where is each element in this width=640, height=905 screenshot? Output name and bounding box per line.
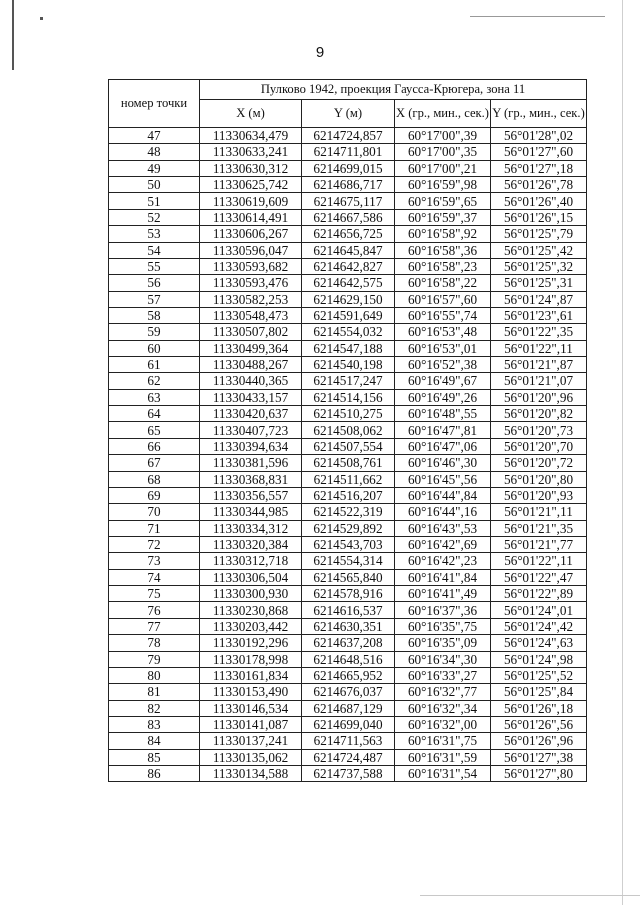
scan-mark-bottom: [420, 895, 640, 896]
x-m-cell: 11330499,364: [200, 340, 302, 356]
y-m-cell: 6214508,062: [302, 422, 395, 438]
table-row: [109, 422, 587, 438]
point-number-cell: 54: [109, 242, 200, 258]
x-m-cell: 11330203,442: [200, 618, 302, 634]
y-deg-cell: 56°01'22",47: [491, 569, 587, 585]
y-deg-cell: 56°01'24",87: [491, 291, 587, 307]
y-deg-cell: 56°01'27",60: [491, 144, 587, 160]
y-m-cell: 6214529,892: [302, 520, 395, 536]
y-m-cell: 6214667,586: [302, 209, 395, 225]
x-deg-cell: 60°17'00",39: [395, 128, 491, 144]
table-row: [109, 324, 587, 340]
y-m-cell: 6214699,040: [302, 716, 395, 732]
x-m-cell: 11330146,534: [200, 700, 302, 716]
point-number-cell: 72: [109, 536, 200, 552]
x-m-cell: 11330440,365: [200, 373, 302, 389]
x-deg-cell: 60°16'42",69: [395, 536, 491, 552]
point-number-cell: 68: [109, 471, 200, 487]
table-row: [109, 553, 587, 569]
point-number-cell: 67: [109, 455, 200, 471]
y-m-cell: 6214642,827: [302, 258, 395, 274]
point-number-cell: 69: [109, 487, 200, 503]
x-deg-cell: 60°16'57",60: [395, 291, 491, 307]
y-deg-cell: 56°01'20",80: [491, 471, 587, 487]
table-body: [109, 128, 587, 782]
x-deg-cell: 60°16'53",01: [395, 340, 491, 356]
point-number-cell: 57: [109, 291, 200, 307]
x-deg-cell: 60°16'35",75: [395, 618, 491, 634]
x-deg-cell: 60°16'35",09: [395, 635, 491, 651]
y-m-cell: 6214699,015: [302, 160, 395, 176]
table-row: [109, 128, 587, 144]
table-row: [109, 389, 587, 405]
table-row: [109, 144, 587, 160]
x-m-cell: 11330306,504: [200, 569, 302, 585]
table-row: [109, 177, 587, 193]
x-m-cell: 11330135,062: [200, 749, 302, 765]
x-deg-cell: 60°16'31",54: [395, 766, 491, 782]
x-deg-cell: 60°16'58",92: [395, 226, 491, 242]
x-deg-cell: 60°16'52",38: [395, 357, 491, 373]
table-row: [109, 160, 587, 176]
x-deg-cell: 60°16'46",30: [395, 455, 491, 471]
y-m-cell: 6214711,801: [302, 144, 395, 160]
point-number-cell: 82: [109, 700, 200, 716]
table-row: [109, 258, 587, 274]
y-deg-cell: 56°01'25",52: [491, 667, 587, 683]
x-m-cell: 11330606,267: [200, 226, 302, 242]
point-number-cell: 56: [109, 275, 200, 291]
point-number-cell: 80: [109, 667, 200, 683]
x-deg-cell: 60°16'55",74: [395, 307, 491, 323]
y-deg-cell: 56°01'21",87: [491, 357, 587, 373]
y-deg-cell: 56°01'21",35: [491, 520, 587, 536]
x-deg-cell: 60°16'41",84: [395, 569, 491, 585]
x-m-cell: 11330153,490: [200, 684, 302, 700]
table-row: [109, 471, 587, 487]
point-number-cell: 63: [109, 389, 200, 405]
y-deg-cell: 56°01'26",40: [491, 193, 587, 209]
x-deg-cell: 60°17'00",21: [395, 160, 491, 176]
y-m-cell: 6214516,207: [302, 487, 395, 503]
x-m-cell: 11330548,473: [200, 307, 302, 323]
y-m-cell: 6214508,761: [302, 455, 395, 471]
point-number-cell: 52: [109, 209, 200, 225]
x-m-cell: 11330596,047: [200, 242, 302, 258]
table-row: [109, 635, 587, 651]
x-m-cell: 11330230,868: [200, 602, 302, 618]
table-row: [109, 193, 587, 209]
x-m-cell: 11330593,476: [200, 275, 302, 291]
point-number-cell: 79: [109, 651, 200, 667]
x-m-cell: 11330134,588: [200, 766, 302, 782]
y-m-cell: 6214616,537: [302, 602, 395, 618]
table-row: [109, 340, 587, 356]
x-m-cell: 11330192,296: [200, 635, 302, 651]
x-deg-cell: 60°16'49",67: [395, 373, 491, 389]
point-number-cell: 70: [109, 504, 200, 520]
scan-mark-top: [470, 16, 605, 17]
x-m-cell: 11330334,312: [200, 520, 302, 536]
y-deg-cell: 56°01'26",15: [491, 209, 587, 225]
y-deg-cell: 56°01'20",70: [491, 438, 587, 454]
coordinates-table: [108, 79, 587, 782]
col-header-y-deg: Y (гр., мин., сек.): [491, 100, 587, 128]
point-number-cell: 81: [109, 684, 200, 700]
x-m-cell: 11330582,253: [200, 291, 302, 307]
x-m-cell: 11330507,802: [200, 324, 302, 340]
point-number-cell: 75: [109, 586, 200, 602]
table-title: Пулково 1942, проекция Гаусса-Крюгера, зона 11: [200, 80, 587, 100]
y-deg-cell: 56°01'24",98: [491, 651, 587, 667]
y-deg-cell: 56°01'26",78: [491, 177, 587, 193]
table-row: [109, 651, 587, 667]
scan-mark-right: [622, 0, 623, 905]
y-deg-cell: 56°01'25",32: [491, 258, 587, 274]
x-m-cell: 11330619,609: [200, 193, 302, 209]
x-deg-cell: 60°16'59",65: [395, 193, 491, 209]
x-m-cell: 11330320,384: [200, 536, 302, 552]
y-deg-cell: 56°01'27",38: [491, 749, 587, 765]
y-m-cell: 6214737,588: [302, 766, 395, 782]
point-number-cell: 78: [109, 635, 200, 651]
y-deg-cell: 56°01'26",18: [491, 700, 587, 716]
y-deg-cell: 56°01'26",96: [491, 733, 587, 749]
x-deg-cell: 60°16'44",16: [395, 504, 491, 520]
x-deg-cell: 60°16'59",98: [395, 177, 491, 193]
point-number-cell: 73: [109, 553, 200, 569]
y-m-cell: 6214554,314: [302, 553, 395, 569]
page-number: 9: [315, 44, 325, 61]
table-row: [109, 618, 587, 634]
col-header-x-m: X (м): [200, 100, 302, 128]
y-deg-cell: 56°01'27",80: [491, 766, 587, 782]
point-number-cell: 49: [109, 160, 200, 176]
point-number-cell: 48: [109, 144, 200, 160]
table-row: [109, 700, 587, 716]
y-m-cell: 6214686,717: [302, 177, 395, 193]
y-deg-cell: 56°01'20",93: [491, 487, 587, 503]
x-m-cell: 11330593,682: [200, 258, 302, 274]
x-deg-cell: 60°16'32",00: [395, 716, 491, 732]
x-deg-cell: 60°16'45",56: [395, 471, 491, 487]
y-m-cell: 6214547,188: [302, 340, 395, 356]
point-number-cell: 60: [109, 340, 200, 356]
x-m-cell: 11330394,634: [200, 438, 302, 454]
y-deg-cell: 56°01'22",11: [491, 340, 587, 356]
x-deg-cell: 60°16'31",75: [395, 733, 491, 749]
y-m-cell: 6214724,487: [302, 749, 395, 765]
x-deg-cell: 60°17'00",35: [395, 144, 491, 160]
table-row: [109, 357, 587, 373]
y-deg-cell: 56°01'26",56: [491, 716, 587, 732]
x-deg-cell: 60°16'58",23: [395, 258, 491, 274]
y-m-cell: 6214565,840: [302, 569, 395, 585]
x-m-cell: 11330407,723: [200, 422, 302, 438]
y-deg-cell: 56°01'23",61: [491, 307, 587, 323]
x-m-cell: 11330141,087: [200, 716, 302, 732]
y-deg-cell: 56°01'25",31: [491, 275, 587, 291]
point-number-cell: 76: [109, 602, 200, 618]
y-m-cell: 6214711,563: [302, 733, 395, 749]
table-row: [109, 667, 587, 683]
y-deg-cell: 56°01'24",42: [491, 618, 587, 634]
y-m-cell: 6214591,649: [302, 307, 395, 323]
y-m-cell: 6214629,150: [302, 291, 395, 307]
y-m-cell: 6214514,156: [302, 389, 395, 405]
y-m-cell: 6214517,247: [302, 373, 395, 389]
y-deg-cell: 56°01'20",82: [491, 406, 587, 422]
x-deg-cell: 60°16'47",81: [395, 422, 491, 438]
x-m-cell: 11330614,491: [200, 209, 302, 225]
x-deg-cell: 60°16'59",37: [395, 209, 491, 225]
point-number-cell: 74: [109, 569, 200, 585]
table-row: [109, 586, 587, 602]
point-number-cell: 53: [109, 226, 200, 242]
y-m-cell: 6214543,703: [302, 536, 395, 552]
point-number-cell: 58: [109, 307, 200, 323]
x-deg-cell: 60°16'44",84: [395, 487, 491, 503]
x-m-cell: 11330312,718: [200, 553, 302, 569]
x-deg-cell: 60°16'43",53: [395, 520, 491, 536]
x-deg-cell: 60°16'58",36: [395, 242, 491, 258]
x-m-cell: 11330300,930: [200, 586, 302, 602]
y-m-cell: 6214645,847: [302, 242, 395, 258]
table-row: [109, 242, 587, 258]
x-deg-cell: 60°16'47",06: [395, 438, 491, 454]
point-number-cell: 64: [109, 406, 200, 422]
y-deg-cell: 56°01'25",79: [491, 226, 587, 242]
point-number-cell: 65: [109, 422, 200, 438]
y-m-cell: 6214642,575: [302, 275, 395, 291]
y-m-cell: 6214665,952: [302, 667, 395, 683]
point-number-cell: 61: [109, 357, 200, 373]
x-m-cell: 11330634,479: [200, 128, 302, 144]
col-header-x-deg: X (гр., мин., сек.): [395, 100, 491, 128]
x-m-cell: 11330630,312: [200, 160, 302, 176]
table-row: [109, 716, 587, 732]
y-deg-cell: 56°01'21",77: [491, 536, 587, 552]
point-number-cell: 55: [109, 258, 200, 274]
table-row: [109, 487, 587, 503]
y-deg-cell: 56°01'21",11: [491, 504, 587, 520]
x-m-cell: 11330344,985: [200, 504, 302, 520]
x-m-cell: 11330381,596: [200, 455, 302, 471]
y-m-cell: 6214630,351: [302, 618, 395, 634]
y-deg-cell: 56°01'20",73: [491, 422, 587, 438]
x-deg-cell: 60°16'32",34: [395, 700, 491, 716]
y-deg-cell: 56°01'22",35: [491, 324, 587, 340]
x-m-cell: 11330137,241: [200, 733, 302, 749]
point-number-cell: 71: [109, 520, 200, 536]
table-row: [109, 406, 587, 422]
x-m-cell: 11330161,834: [200, 667, 302, 683]
x-m-cell: 11330625,742: [200, 177, 302, 193]
x-m-cell: 11330488,267: [200, 357, 302, 373]
y-m-cell: 6214676,037: [302, 684, 395, 700]
table-row: [109, 520, 587, 536]
y-deg-cell: 56°01'27",18: [491, 160, 587, 176]
x-deg-cell: 60°16'34",30: [395, 651, 491, 667]
table-row: [109, 291, 587, 307]
x-deg-cell: 60°16'49",26: [395, 389, 491, 405]
y-deg-cell: 56°01'25",42: [491, 242, 587, 258]
x-deg-cell: 60°16'33",27: [395, 667, 491, 683]
point-number-cell: 51: [109, 193, 200, 209]
y-deg-cell: 56°01'25",84: [491, 684, 587, 700]
y-m-cell: 6214637,208: [302, 635, 395, 651]
table-row: [109, 209, 587, 225]
y-m-cell: 6214510,275: [302, 406, 395, 422]
y-m-cell: 6214507,554: [302, 438, 395, 454]
table-row: [109, 749, 587, 765]
table-row: [109, 455, 587, 471]
table-row: [109, 536, 587, 552]
x-m-cell: 11330433,157: [200, 389, 302, 405]
table-row: [109, 684, 587, 700]
point-number-cell: 77: [109, 618, 200, 634]
y-deg-cell: 56°01'22",11: [491, 553, 587, 569]
col-header-point-number: номер точки: [109, 80, 200, 128]
y-m-cell: 6214724,857: [302, 128, 395, 144]
point-number-cell: 62: [109, 373, 200, 389]
y-deg-cell: 56°01'21",07: [491, 373, 587, 389]
table-row: [109, 602, 587, 618]
scan-mark-dot: [40, 17, 43, 20]
x-deg-cell: 60°16'42",23: [395, 553, 491, 569]
point-number-cell: 59: [109, 324, 200, 340]
y-deg-cell: 56°01'24",01: [491, 602, 587, 618]
table-row: [109, 226, 587, 242]
table-row: [109, 569, 587, 585]
table-row: [109, 733, 587, 749]
point-number-cell: 47: [109, 128, 200, 144]
x-deg-cell: 60°16'37",36: [395, 602, 491, 618]
point-number-cell: 85: [109, 749, 200, 765]
x-m-cell: 11330633,241: [200, 144, 302, 160]
y-deg-cell: 56°01'20",72: [491, 455, 587, 471]
x-deg-cell: 60°16'48",55: [395, 406, 491, 422]
table-row: [109, 307, 587, 323]
table-row: [109, 275, 587, 291]
table-row: [109, 766, 587, 782]
y-deg-cell: 56°01'22",89: [491, 586, 587, 602]
x-deg-cell: 60°16'31",59: [395, 749, 491, 765]
y-m-cell: 6214578,916: [302, 586, 395, 602]
point-number-cell: 66: [109, 438, 200, 454]
y-m-cell: 6214648,516: [302, 651, 395, 667]
y-m-cell: 6214687,129: [302, 700, 395, 716]
table-row: [109, 373, 587, 389]
y-m-cell: 6214511,662: [302, 471, 395, 487]
table-row: [109, 438, 587, 454]
y-m-cell: 6214540,198: [302, 357, 395, 373]
x-m-cell: 11330368,831: [200, 471, 302, 487]
x-deg-cell: 60°16'32",77: [395, 684, 491, 700]
y-m-cell: 6214522,319: [302, 504, 395, 520]
col-header-y-m: Y (м): [302, 100, 395, 128]
x-deg-cell: 60°16'53",48: [395, 324, 491, 340]
y-deg-cell: 56°01'28",02: [491, 128, 587, 144]
y-m-cell: 6214675,117: [302, 193, 395, 209]
y-m-cell: 6214554,032: [302, 324, 395, 340]
x-deg-cell: 60°16'58",22: [395, 275, 491, 291]
point-number-cell: 86: [109, 766, 200, 782]
y-deg-cell: 56°01'20",96: [491, 389, 587, 405]
table-row: [109, 504, 587, 520]
x-deg-cell: 60°16'41",49: [395, 586, 491, 602]
y-deg-cell: 56°01'24",63: [491, 635, 587, 651]
y-m-cell: 6214656,725: [302, 226, 395, 242]
point-number-cell: 83: [109, 716, 200, 732]
point-number-cell: 84: [109, 733, 200, 749]
x-m-cell: 11330356,557: [200, 487, 302, 503]
x-m-cell: 11330178,998: [200, 651, 302, 667]
x-m-cell: 11330420,637: [200, 406, 302, 422]
point-number-cell: 50: [109, 177, 200, 193]
